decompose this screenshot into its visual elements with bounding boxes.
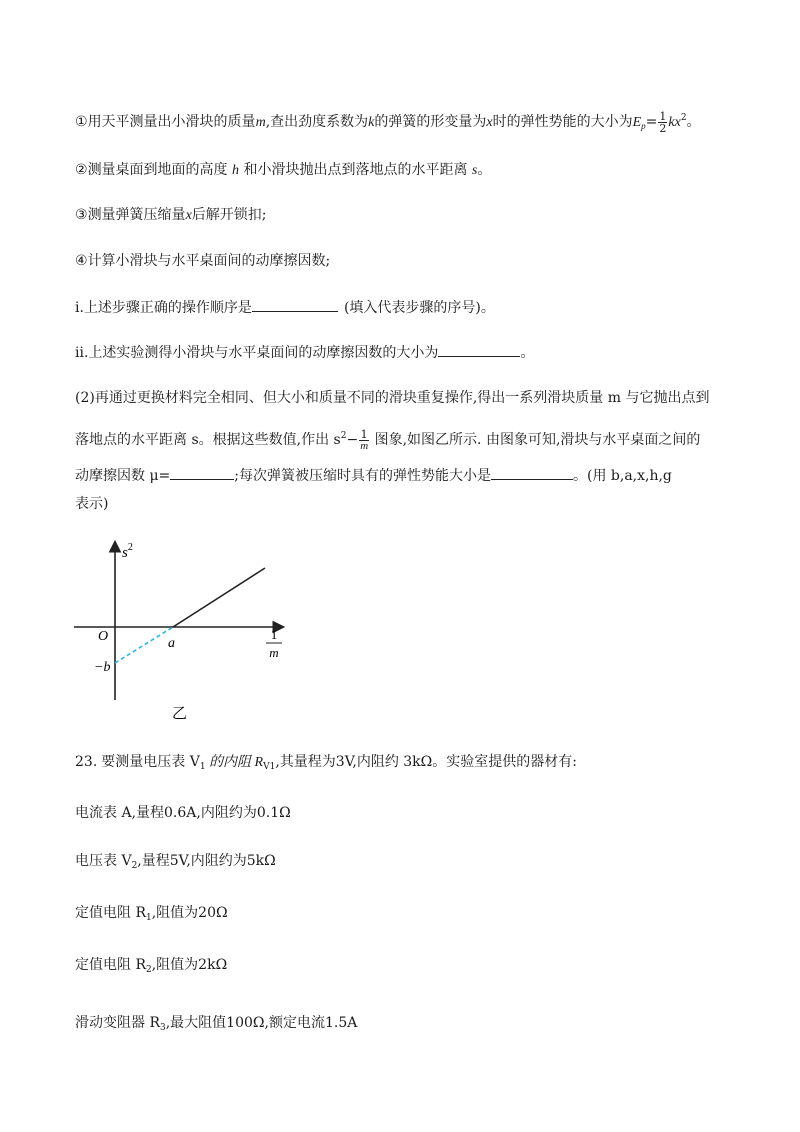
s2-vs-inverse-m-graph (60, 535, 300, 725)
part2-line4: 表示) (75, 496, 109, 512)
equipment-item: 电流表 A,量程0.6A,内阻约为0.1Ω (75, 805, 291, 821)
question-marker: ⅰ. (75, 300, 84, 316)
equipment-item: 电压表 $V_2$,量程5V,内阻约为5kΩ (75, 853, 276, 871)
part2-line1: (2)再通过更换材料完全相同、但大小和质量不同的滑块重复操作,得出一系列滑块质量 m 与它抛出点到 (75, 390, 710, 406)
a-label: a (168, 636, 175, 651)
answer-blank-mu[interactable] (438, 342, 520, 357)
half-fraction: $\frac{1}{2}$ (659, 109, 667, 135)
dashed-extension (115, 627, 173, 663)
answer-blank-ep-expr[interactable] (491, 465, 573, 480)
question-ii: ⅱ.上述实验测得小滑块与水平桌面间的动摩擦因数的大小为 。 (75, 342, 534, 363)
part2-line2: 落地点的水平距离 s。根据这些数值,作出 $s^2-$ $\frac{1}{m}$ 图象,如图乙所示. 由图象可知,滑块与水平桌面之间的 (75, 427, 701, 452)
ep-symbol: E (632, 115, 642, 130)
y-axis-label: $s^2$ (122, 542, 133, 561)
step-marker: ① (75, 114, 88, 130)
step-marker: ③ (75, 207, 88, 223)
step-2: ②测量桌面到地面的高度 h 和小滑块抛出点到落地点的水平距离 s。 (75, 162, 492, 178)
equipment-item: 滑动变阻器 $R_3$,最大阻值100Ω,额定电流1.5A (75, 1015, 358, 1033)
step-1: ①用天平测量出小滑块的质量m,查出劲度系数为k的弹簧的形变量为x时的弹性势能的大小为$E_p=$ $\frac{1}{2}$ $kx^2$。 (75, 109, 701, 135)
origin-label: O (98, 629, 109, 644)
question-i: ⅰ.上述步骤正确的操作顺序是 (填入代表步骤的序号)。 (75, 297, 495, 318)
step-marker: ② (75, 162, 88, 178)
step-4: ④计算小滑块与水平桌面间的动摩擦因数; (75, 253, 331, 269)
x-label-num: 1 (270, 627, 278, 642)
equipment-item: 定值电阻 $R_2$,阻值为2kΩ (75, 957, 228, 975)
equipment-item: 定值电阻 $R_1$,阻值为20Ω (75, 905, 228, 923)
x-label-den: m (269, 645, 279, 660)
question-23: 23. 要测量电压表 $V_1$ 的内阻 $R_{V1}$,其量程为3V,内阻约 3kΩ。实验室提供的器材有: (75, 754, 577, 772)
part2-line3: 动摩擦因数 μ= ;每次弹簧被压缩时具有的弹性势能大小是 。(用 b,a,x,h,g (75, 465, 672, 486)
question-marker: ⅱ. (75, 345, 89, 361)
figure-caption: 乙 (172, 704, 188, 722)
answer-blank-order[interactable] (252, 297, 338, 312)
neg-b-label: −b (94, 660, 111, 675)
step-3: ③测量弹簧压缩量x后解开锁扣; (75, 207, 267, 223)
step-marker: ④ (75, 253, 88, 269)
answer-blank-mu-expr[interactable] (170, 465, 234, 480)
question-number: 23. (75, 754, 98, 770)
solid-line (173, 568, 265, 627)
inverse-mass-fraction: $\frac{1}{m}$ (360, 427, 369, 452)
